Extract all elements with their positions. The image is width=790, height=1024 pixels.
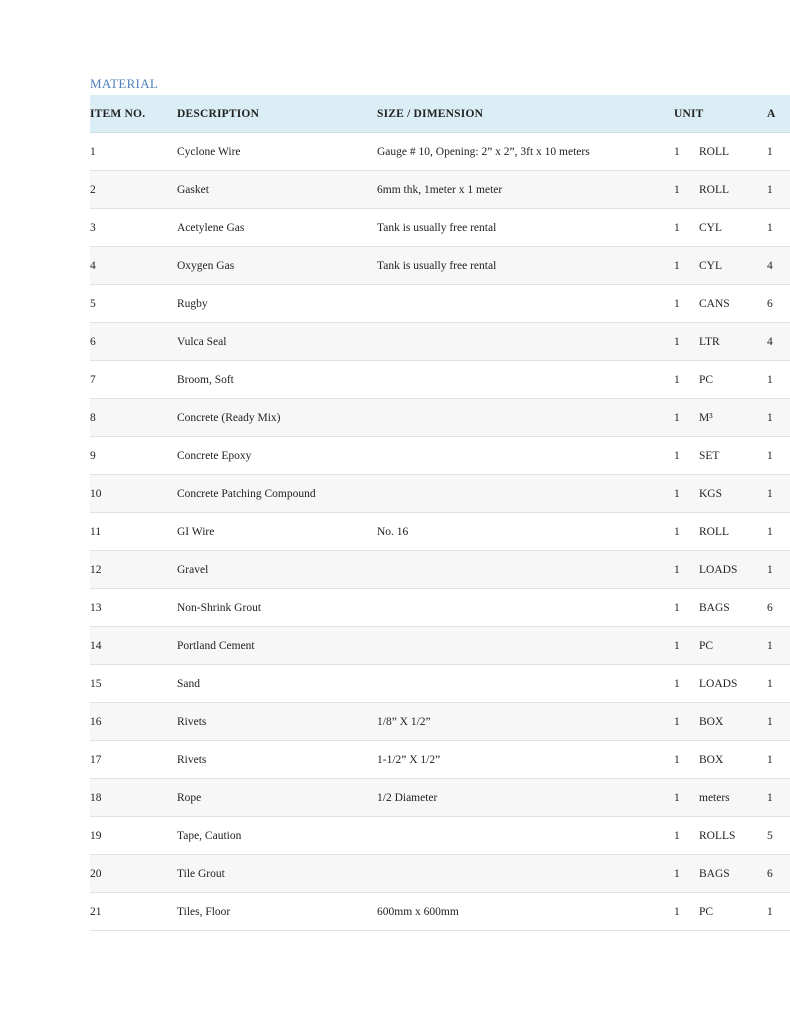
item-extra: 1: [767, 715, 773, 728]
item-unit: PC: [699, 373, 714, 386]
item-quantity: 1: [674, 449, 680, 462]
header-extra: A: [767, 107, 776, 120]
item-extra: 1: [767, 525, 773, 538]
item-description: Rivets: [177, 753, 207, 766]
item-quantity: 1: [674, 677, 680, 690]
item-quantity: 1: [674, 297, 680, 310]
table-row: [90, 855, 790, 893]
item-extra: 1: [767, 677, 773, 690]
item-number: 9: [90, 449, 96, 462]
item-extra: 1: [767, 487, 773, 500]
item-size: 600mm x 600mm: [377, 905, 459, 918]
item-quantity: 1: [674, 183, 680, 196]
item-size: 1/2 Diameter: [377, 791, 438, 804]
item-number: 6: [90, 335, 96, 348]
item-unit: LTR: [699, 335, 720, 348]
item-extra: 6: [767, 297, 773, 310]
item-number: 10: [90, 487, 102, 500]
table-row: [90, 893, 790, 931]
item-extra: 4: [767, 259, 773, 272]
item-number: 19: [90, 829, 102, 842]
item-number: 18: [90, 791, 102, 804]
item-extra: 1: [767, 639, 773, 652]
item-description: Acetylene Gas: [177, 221, 245, 234]
item-number: 11: [90, 525, 102, 538]
item-number: 5: [90, 297, 96, 310]
item-quantity: 1: [674, 639, 680, 652]
item-description: Concrete Epoxy: [177, 449, 252, 462]
table-row: [90, 589, 790, 627]
header-unit: UNIT: [674, 107, 704, 120]
table-row: [90, 475, 790, 513]
item-description: Gasket: [177, 183, 209, 196]
item-extra: 1: [767, 753, 773, 766]
item-extra: 1: [767, 183, 773, 196]
item-unit: CYL: [699, 221, 722, 234]
item-extra: 1: [767, 221, 773, 234]
item-number: 20: [90, 867, 102, 880]
item-size: Gauge # 10, Opening: 2” x 2”, 3ft x 10 meters: [377, 145, 590, 158]
header-item-no: ITEM NO.: [90, 107, 146, 120]
item-unit: KGS: [699, 487, 723, 500]
item-quantity: 1: [674, 601, 680, 614]
item-number: 2: [90, 183, 96, 196]
item-unit: CYL: [699, 259, 722, 272]
item-description: Tile Grout: [177, 867, 225, 880]
item-number: 12: [90, 563, 102, 576]
item-quantity: 1: [674, 791, 680, 804]
item-extra: 6: [767, 867, 773, 880]
table-row: [90, 437, 790, 475]
item-unit: LOADS: [699, 563, 738, 576]
item-number: 1: [90, 145, 96, 158]
table-row: [90, 399, 790, 437]
item-quantity: 1: [674, 829, 680, 842]
item-unit: BAGS: [699, 601, 730, 614]
item-unit: meters: [699, 791, 730, 804]
item-quantity: 1: [674, 905, 680, 918]
item-description: Vulca Seal: [177, 335, 227, 348]
item-size: 1-1/2” X 1/2”: [377, 753, 441, 766]
item-description: Tape, Caution: [177, 829, 242, 842]
table-row: [90, 627, 790, 665]
item-description: Concrete Patching Compound: [177, 487, 316, 500]
item-unit: ROLLS: [699, 829, 736, 842]
item-number: 21: [90, 905, 102, 918]
item-description: Rope: [177, 791, 202, 804]
item-quantity: 1: [674, 715, 680, 728]
item-quantity: 1: [674, 563, 680, 576]
table-row: [90, 285, 790, 323]
item-description: Non-Shrink Grout: [177, 601, 262, 614]
item-number: 13: [90, 601, 102, 614]
item-unit: M³: [699, 411, 713, 424]
item-quantity: 1: [674, 525, 680, 538]
header-size: SIZE / DIMENSION: [377, 107, 484, 120]
item-description: Tiles, Floor: [177, 905, 231, 918]
table-row: [90, 551, 790, 589]
item-number: 7: [90, 373, 96, 386]
item-extra: 1: [767, 791, 773, 804]
table-row: [90, 665, 790, 703]
table-header: [90, 95, 790, 133]
item-extra: 1: [767, 411, 773, 424]
item-description: Concrete (Ready Mix): [177, 411, 281, 424]
item-extra: 1: [767, 449, 773, 462]
item-unit: CANS: [699, 297, 730, 310]
item-quantity: 1: [674, 221, 680, 234]
table-row: [90, 779, 790, 817]
item-extra: 4: [767, 335, 773, 348]
item-unit: PC: [699, 905, 714, 918]
table-row: [90, 323, 790, 361]
item-description: Rivets: [177, 715, 207, 728]
item-size: 1/8” X 1/2”: [377, 715, 431, 728]
item-number: 14: [90, 639, 102, 652]
item-number: 17: [90, 753, 102, 766]
item-description: Portland Cement: [177, 639, 255, 652]
item-unit: ROLL: [699, 145, 730, 158]
item-number: 8: [90, 411, 96, 424]
table-row: [90, 741, 790, 779]
table-body: [90, 133, 790, 931]
item-unit: SET: [699, 449, 720, 462]
item-description: Oxygen Gas: [177, 259, 235, 272]
item-quantity: 1: [674, 487, 680, 500]
table-row: [90, 171, 790, 209]
table-row: [90, 247, 790, 285]
item-unit: LOADS: [699, 677, 738, 690]
item-size: 6mm thk, 1meter x 1 meter: [377, 183, 503, 196]
item-description: Broom, Soft: [177, 373, 234, 386]
item-number: 3: [90, 221, 96, 234]
item-unit: ROLL: [699, 183, 730, 196]
item-quantity: 1: [674, 335, 680, 348]
table-row: [90, 817, 790, 855]
table-row: [90, 133, 790, 171]
section-title: MATERIAL: [90, 76, 159, 91]
item-size: Tank is usually free rental: [377, 221, 497, 234]
item-unit: BOX: [699, 753, 724, 766]
item-unit: ROLL: [699, 525, 730, 538]
item-quantity: 1: [674, 259, 680, 272]
item-size: No. 16: [377, 525, 409, 538]
header-description: DESCRIPTION: [177, 107, 260, 120]
table-row: [90, 209, 790, 247]
item-number: 15: [90, 677, 102, 690]
item-description: GI Wire: [177, 525, 215, 538]
item-number: 4: [90, 259, 96, 272]
table-row: [90, 703, 790, 741]
item-unit: PC: [699, 639, 714, 652]
item-extra: 6: [767, 601, 773, 614]
item-extra: 5: [767, 829, 773, 842]
item-description: Gravel: [177, 563, 209, 576]
item-unit: BOX: [699, 715, 724, 728]
item-description: Sand: [177, 677, 200, 690]
item-extra: 1: [767, 563, 773, 576]
table-row: [90, 361, 790, 399]
item-size: Tank is usually free rental: [377, 259, 497, 272]
item-number: 16: [90, 715, 102, 728]
item-quantity: 1: [674, 373, 680, 386]
materials-table: [90, 95, 790, 931]
item-quantity: 1: [674, 753, 680, 766]
item-description: Rugby: [177, 297, 208, 310]
table-row: [90, 513, 790, 551]
item-description: Cyclone Wire: [177, 145, 241, 158]
item-extra: 1: [767, 905, 773, 918]
item-quantity: 1: [674, 145, 680, 158]
item-extra: 1: [767, 145, 773, 158]
item-quantity: 1: [674, 411, 680, 424]
item-unit: BAGS: [699, 867, 730, 880]
item-extra: 1: [767, 373, 773, 386]
item-quantity: 1: [674, 867, 680, 880]
